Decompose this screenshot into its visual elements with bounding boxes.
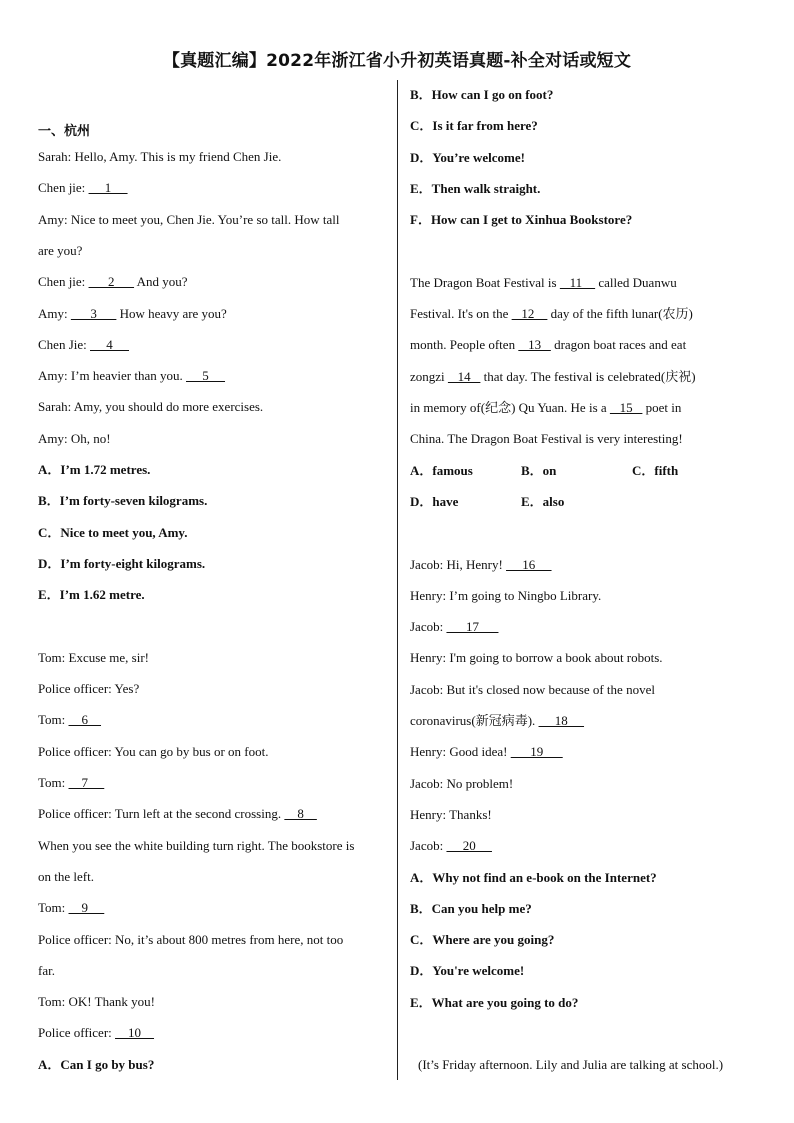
dialog-text: Police officer: Yes? [38,681,140,697]
dialog-text: are you? [38,242,83,258]
option-item: F．How can I get to Xinhua Bookstore? [410,212,633,228]
dialog-text: Chen jie: [38,274,89,290]
dialog-line [410,776,513,792]
dialog-text: Jacob: [410,838,447,854]
passage-text: Festival. It's on the [410,306,512,322]
answer-blank: 6 [68,712,102,728]
dialog-text: Jacob: Hi, Henry! [410,556,507,572]
option-item: E．also [521,493,565,509]
dialog-text: Sarah: Hello, Amy. This is my friend Chen Jie. [38,149,282,164]
dialog-text: Tom: [38,775,69,790]
option-item: B．on [521,462,557,478]
dialog-line [38,212,340,228]
answer-blank: 16 [506,556,552,572]
answer-blank: 12 [511,306,548,322]
passage-text: that day. The festival is celebrated(庆祝) [480,368,696,384]
dialog-line [38,994,155,1010]
dialog-text: Jacob: [410,619,447,635]
dialog-text: And you? [134,274,188,290]
dialog-text: Sarah: Amy, you should do more exercises. [38,399,264,415]
dialog-line [38,932,343,948]
dialog-line [38,806,317,822]
dialog-line [38,681,139,697]
dialog-line [38,869,94,885]
page-title: 【真题汇编】2022年浙江省小升初英语真题-补全对话或短文 [162,51,632,71]
passage-text: called Duanwu [595,274,677,290]
dialog-text: Tom: Excuse me, sir! [38,649,150,665]
dialog-text: Tom: OK! Thank you! [38,994,155,1010]
dialog-text: coronavirus(新冠病毒). [410,713,539,728]
passage-line [410,275,677,291]
passage-line [410,306,693,322]
dialog-text: Jacob: But it's closed now because of the novel [410,681,655,697]
dialog-text: Chen Jie: [38,336,90,352]
dialog-line [38,1025,154,1041]
dialog-line [38,744,268,760]
passage-text: month. People often [410,337,519,353]
answer-blank: 4 [90,336,129,352]
answer-blank: 20 [446,838,492,854]
passage-line [410,431,683,447]
option-item: A．Why not find an e-book on the Internet? [410,869,657,885]
option-item: B．Can you help me? [410,900,532,916]
dialog-line [38,963,55,979]
option-item: C．fifth [632,462,679,478]
option-item: A．I’m 1.72 metres. [38,462,151,477]
dialog-text: far. [38,962,55,978]
dialog-text: When you see the white building turn right. The bookstore is [38,837,355,853]
dialog-text: Amy: [38,305,71,321]
dialog-line [38,243,82,259]
option-item: B．How can I go on foot? [410,87,554,102]
dialog-text: Tom: [38,900,69,916]
dialog-line [38,650,149,666]
dialog-text: Tom: [38,712,69,728]
dialog-text: Police officer: No, it’s about 800 metres from here, not too [38,931,344,947]
dialog-text: on the left. [38,868,94,884]
answer-blank: 14 [447,368,481,384]
passage-text: in memory of(纪念) Qu Yuan. He is a [410,400,610,415]
dialog-text: Henry: I'm going to borrow a book about robots. [410,650,663,666]
dialog-line [38,337,129,353]
passage-text: The Dragon Boat Festival is [410,274,560,290]
answer-blank: 8 [284,806,317,822]
dialog-text: Henry: I’m going to Ningbo Library. [410,587,602,603]
option-item: E．What are you going to do? [410,994,579,1010]
dialog-line [38,368,225,384]
option-item: D．I’m forty-eight kilograms. [38,555,206,571]
dialog-line [38,149,281,165]
answer-blank: 2 [88,274,135,290]
dialog-line [38,431,111,447]
dialog-line [410,619,498,635]
dialog-line [38,399,263,415]
dialog-text: Henry: Thanks! [410,806,492,822]
passage-text: zongzi [410,368,448,384]
dialog-line [410,744,563,760]
passage-text: poet in [642,400,682,415]
section-heading: 一、杭州 [38,124,91,139]
dialog-text: Police officer: [38,1025,116,1041]
dialog-text: Chen jie: [38,180,89,196]
dialog-line [38,306,227,322]
answer-blank: 19 [510,744,563,760]
answer-blank: 15 [609,400,643,415]
passage-text: dragon boat races and eat [550,337,687,353]
dialog-line [410,557,552,573]
dialog-line [38,775,104,791]
answer-blank: 7 [68,775,105,790]
option-item: A．Can I go by bus? [38,1056,155,1072]
answer-blank: 3 [70,305,117,321]
option-item: E．Then walk straight. [410,180,541,196]
option-item: A．famous [410,462,473,478]
dialog-text: Henry: Good idea! [410,744,511,760]
dialog-line [38,712,101,728]
option-item: E．I’m 1.62 metre. [38,587,145,603]
option-item: C．Where are you going? [410,932,555,948]
dialog-line [38,838,354,854]
passage-line [410,369,696,385]
answer-blank: 5 [186,368,226,384]
dialog-text: Police officer: You can go by bus or on foot. [38,743,269,759]
passage-text: day of the fifth lunar(农历) [547,306,693,322]
option-item: D．have [410,493,459,509]
dialog-line [38,274,188,290]
answer-blank: 9 [68,900,105,916]
dialog-line [410,650,663,666]
answer-blank: 17 [446,619,499,635]
dialog-line [410,807,492,823]
option-item: C．Nice to meet you, Amy. [38,524,188,540]
dialog-line [410,682,655,698]
dialog-text: Police officer: Turn left at the second crossing. [38,806,285,822]
column-divider [397,80,398,1080]
dialog-text: Jacob: No problem! [410,775,514,791]
option-item: D．You’re welcome! [410,149,525,165]
answer-blank: 11 [559,274,596,290]
dialog-line [38,180,128,196]
option-item: D．You're welcome! [410,963,525,979]
passage-text: China. The Dragon Boat Festival is very interesting! [410,431,683,447]
option-item: C．Is it far from here? [410,118,538,134]
passage-line [410,337,686,353]
dialog-text: Amy: I’m heavier than you. [38,368,187,384]
dialog-text: Amy: Nice to meet you, Chen Jie. You’re so tall. How tall [38,211,340,227]
dialog-line [410,713,584,729]
dialog-line [410,588,601,604]
scene-note: (It’s Friday afternoon. Lily and Julia are talking at school.) [418,1057,724,1073]
dialog-line [38,900,104,916]
dialog-line [410,838,492,854]
option-item: B．I’m forty-seven kilograms. [38,493,208,509]
answer-blank: 18 [538,713,585,728]
answer-blank: 10 [115,1025,155,1041]
answer-blank: 13 [518,337,551,353]
answer-blank: 1 [88,180,128,196]
dialog-text: How heavy are you? [116,305,227,321]
passage-line [410,400,681,416]
dialog-text: Amy: Oh, no! [38,430,111,446]
